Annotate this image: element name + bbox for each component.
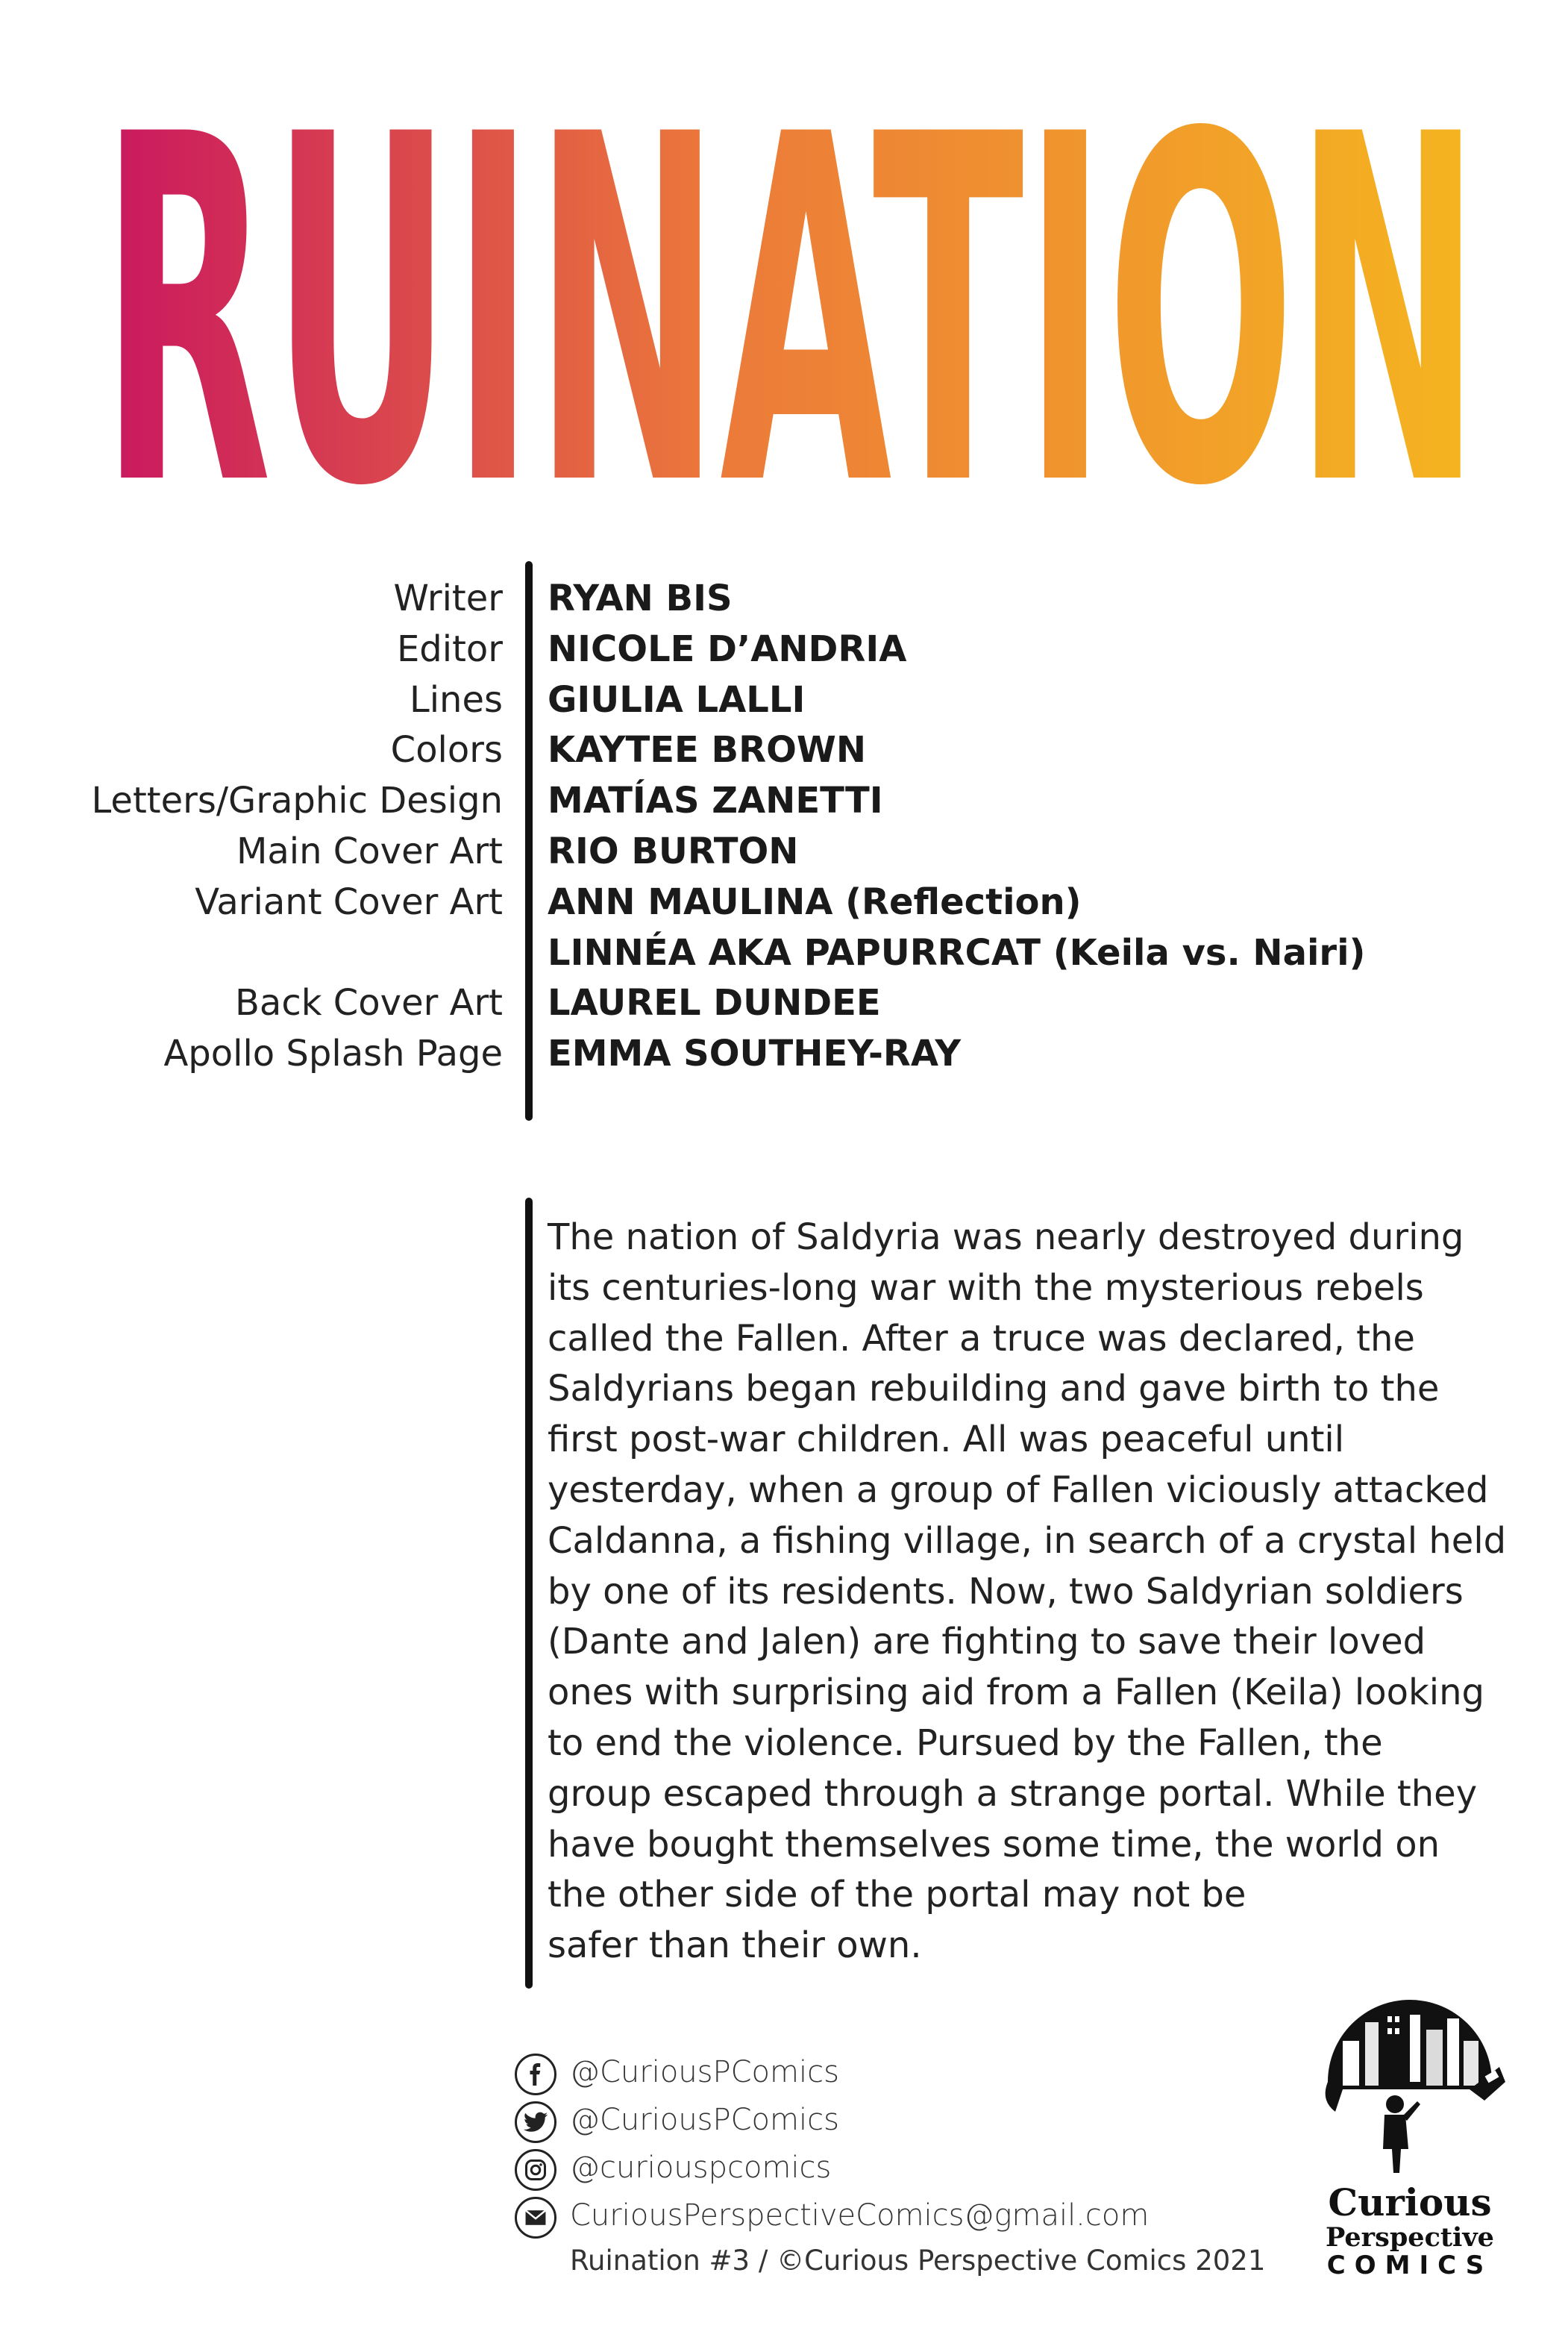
credit-name: NICOLE D’ANDRIA <box>548 628 907 670</box>
credit-role: Lines <box>409 678 503 721</box>
credit-role: Variant Cover Art <box>195 881 503 923</box>
credit-name: ANN MAULINA (Reflection) <box>548 881 1082 923</box>
credit-row <box>0 780 1568 831</box>
credit-name: KAYTEE BROWN <box>548 729 867 772</box>
credit-role: Colors <box>390 729 503 772</box>
credit-role: Editor <box>396 628 503 670</box>
credit-row <box>0 831 1568 881</box>
synopsis-line: Saldyrians began rebuilding and gave birth to the <box>548 1368 1440 1410</box>
synopsis-line: safer than their own. <box>548 1924 922 1967</box>
twitter-icon <box>515 2101 556 2143</box>
logo-perspective: Perspective <box>1326 2222 1494 2253</box>
email-icon <box>515 2197 556 2239</box>
logo-comics: COMICS <box>1326 2251 1493 2280</box>
synopsis-line: to end the violence. Pursued by the Fallen, the <box>548 1721 1383 1764</box>
logo-curious: Curious <box>1328 2180 1492 2224</box>
synopsis-line: have bought themselves some time, the world on <box>548 1823 1440 1865</box>
publisher-logo <box>1313 1970 1507 2283</box>
credit-row <box>0 982 1568 1033</box>
credit-row <box>0 932 1568 983</box>
instagram-handle: @curiouspcomics <box>570 2151 832 2185</box>
synopsis-divider <box>525 1198 533 1989</box>
facebook-handle: @CuriousPComics <box>570 2055 839 2089</box>
title-text: RUINATION <box>101 90 1481 507</box>
credit-row <box>0 881 1568 932</box>
credit-name: EMMA SOUTHEY-RAY <box>548 1033 962 1075</box>
credit-name: GIULIA LALLI <box>548 678 806 721</box>
synopsis-line: Caldanna, a fishing village, in search of a crystal held <box>548 1519 1507 1562</box>
credit-role: Writer <box>393 578 503 619</box>
synopsis <box>548 1213 1507 1971</box>
credit-name: RIO BURTON <box>548 831 799 872</box>
synopsis-line: its centuries-long war with the mysterious rebels <box>548 1266 1424 1309</box>
credit-row <box>0 578 1568 628</box>
twitter-handle: @CuriousPComics <box>570 2103 839 2137</box>
synopsis-line: (Dante and Jalen) are fighting to save their loved <box>548 1621 1426 1663</box>
synopsis-line: by one of its residents. Now, two Saldyrian soldiers <box>548 1570 1464 1613</box>
credit-name: LINNÉA AKA PAPURRCAT (Keila vs. Nairi) <box>548 931 1366 974</box>
synopsis-line: called the Fallen. After a truce was declared, the <box>548 1317 1415 1360</box>
credit-role: Back Cover Art <box>235 982 503 1025</box>
credit-name: RYAN BIS <box>548 578 733 619</box>
synopsis-line: ones with surprising aid from a Fallen (Keila) looking <box>548 1671 1484 1714</box>
synopsis-line: the other side of the portal may not be <box>548 1874 1246 1916</box>
facebook-icon <box>515 2054 556 2095</box>
credit-name: LAUREL DUNDEE <box>548 982 881 1025</box>
copyright-notice: Ruination #3 / ©Curious Perspective Comics 2021 <box>570 2245 1266 2277</box>
synopsis-line: group escaped through a strange portal. While they <box>548 1772 1478 1815</box>
credit-row <box>0 628 1568 679</box>
credit-row <box>0 1033 1568 1083</box>
logo-illustration <box>1313 1970 1507 2179</box>
title-logo <box>90 90 1492 507</box>
email-address: CuriousPerspectiveComics@gmail.com <box>570 2198 1150 2233</box>
instagram-icon <box>515 2149 556 2191</box>
credit-role: Main Cover Art <box>236 831 503 872</box>
credit-row <box>0 679 1568 730</box>
credit-role: Apollo Splash Page <box>163 1033 503 1075</box>
credit-name: MATÍAS ZANETTI <box>548 780 883 822</box>
synopsis-line: The nation of Saldyria was nearly destroyed during <box>548 1216 1464 1258</box>
credit-role: Letters/Graphic Design <box>91 780 503 822</box>
synopsis-line: first post-war children. All was peaceful until <box>548 1419 1345 1461</box>
credit-row <box>0 729 1568 780</box>
synopsis-line: yesterday, when a group of Fallen viciously attacked <box>548 1469 1489 1511</box>
